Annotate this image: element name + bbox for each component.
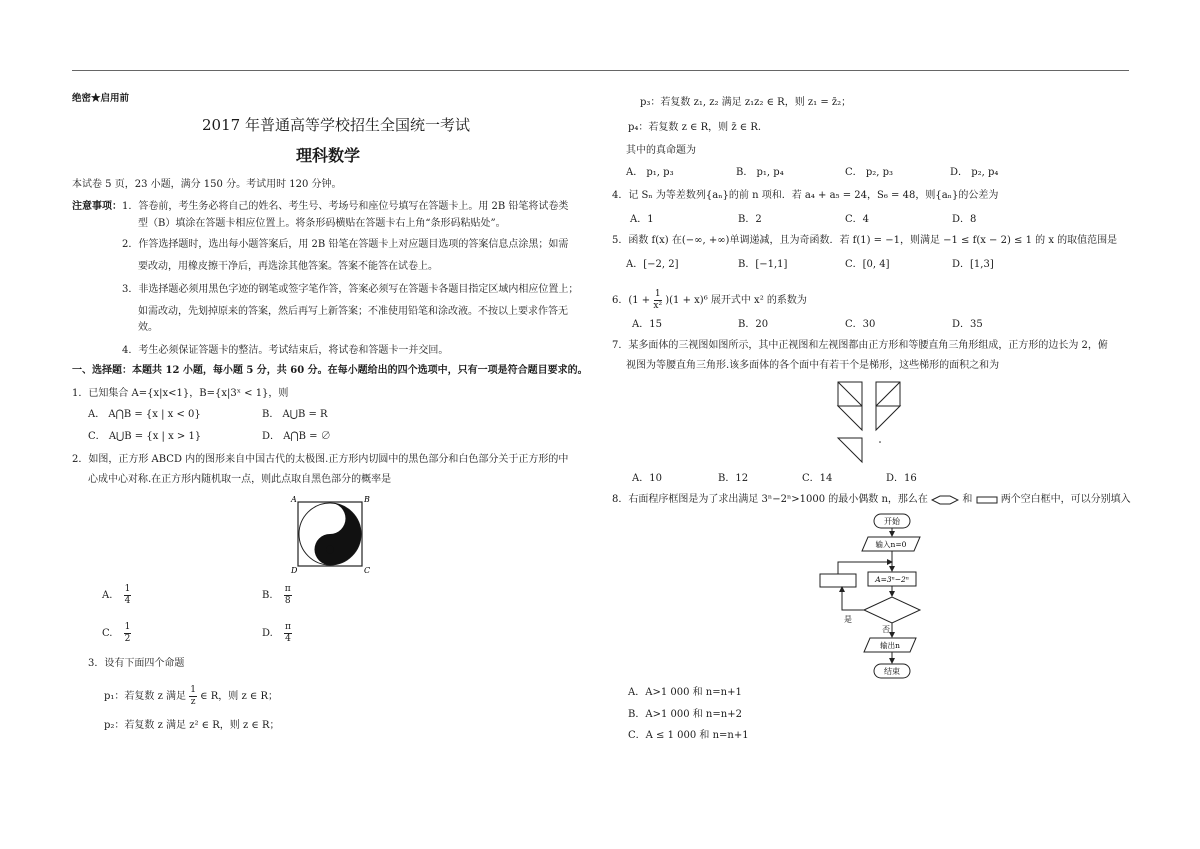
q6-stem [612,289,807,312]
q2-stem-line1: 2．如图，正方形 ABCD 内的图形来自中国古代的太极图.正方形内切圆中的黑色部分和白色部分关于正方形的中 [72,454,569,465]
flow-output-text: 输出n [880,641,900,650]
subject-title: 理科数学 [296,146,361,165]
q2-option-a [102,584,131,607]
q5-option-d: D．[1,3] [952,259,994,270]
q6-option-a: A．15 [632,319,662,330]
note-1b: 型（B）填涂在答题卡相应位置上。将条形码横贴在答题卡右上角“条形码粘贴处”。 [138,218,506,229]
note-3c: 效。 [138,322,158,333]
blank-diamond-icon [931,495,959,505]
front-view-diagonal [838,382,862,406]
taiji-label-b: B [364,495,370,504]
flow-input-text: 输入n=0 [875,540,907,549]
q6-option-c: C．30 [845,319,876,330]
q8-stem-suffix: 两个空白框中，可以分别填入 [1000,494,1131,505]
q3-option-b: B． p₁, p₄ [736,167,784,178]
blank-rect-icon [976,495,998,505]
notes-label: 注意事项： [72,201,122,212]
q3-p1-prefix: p₁：若复数 z 满足 [104,691,187,702]
q2-stem-line2: 心成中心对称.在正方形内随机取一点，则此点取自黑色部分的概率是 [88,474,392,485]
secret-label: 绝密★启用前 [72,93,130,104]
q6-stem-suffix: )(1 + x)⁶ 展开式中 x² 的系数为 [665,295,807,306]
q1-stem: 1．已知集合 A={x|x<1}，B={x|3ˣ < 1}，则 [72,388,289,399]
q3-p1-suffix: ∈ R，则 z ∈ R； [200,691,279,702]
intro-text: 本试卷 5 页，23 小题，满分 150 分。考试用时 120 分钟。 [72,179,342,190]
q2-d-numerator: π [285,622,291,632]
q4-option-c: C．4 [845,214,870,225]
q2-a-numerator: 1 [124,584,131,594]
taiji-white-dot [326,515,334,523]
q7-stem-line1: 7．某多面体的三视图如图所示，其中正视图和左视图都由正方形和等腰直角三角形组成，正方形的边长为 2，俯 [612,340,1108,351]
q3-option-a: A． p₁, p₃ [626,167,674,178]
q2-option-c-label: C. [102,628,113,639]
q6-numerator: 1 [654,289,661,299]
flow-start-text: 开始 [884,517,900,526]
top-view-dot [879,441,881,443]
q7-option-b: B．12 [718,473,749,484]
q3-p1 [104,685,278,708]
top-rule [72,70,1129,71]
q2-option-d [262,622,292,645]
q3-stem: 3．设有下面四个命题 [88,658,185,669]
q7-option-a: A．10 [632,473,662,484]
q5-option-a: A．[−2, 2] [626,259,679,270]
q2-b-numerator: π [284,584,291,594]
taiji-label-d: D [291,566,298,574]
note-2a: 2．作答选择题时，选出每小题答案后，用 2B 铅笔在答题卡上对应题目选项的答案信息点涂黑；如需 [122,239,569,250]
q4-stem: 4．记 Sₙ 为等差数列{aₙ}的前 n 项和．若 a₄ + a₅ = 24，S₆ = 48，则{aₙ}的公差为 [612,190,999,201]
q7-three-view-figure [824,378,914,466]
flow-process-blank [820,574,856,587]
q8-flowchart [812,512,932,682]
taiji-label-c: C [364,566,371,574]
note-3a: 3．非选择题必须用黑色字迹的钢笔或签字笔作答，答案必须写在答题卡各题目指定区域内相应位置上； [122,284,579,295]
q5-option-c: C．[0, 4] [845,259,890,270]
q2-option-c [102,622,131,645]
q1-option-a: A． A⋂B = {x | x < 0} [88,409,201,420]
flow-yes-arrow [842,587,864,610]
q2-a-denominator: 4 [124,596,131,606]
q8-option-c: C．A ≤ 1 000 和 n=n+1 [628,730,749,741]
q2-option-b [262,584,292,607]
flow-decision-blank [864,597,920,623]
note-3b: 如需改动，先划掉原来的答案，然后再写上新答案；不准使用铅笔和涂改液。不按以上要求作答无 [138,306,568,317]
q3-option-c: C． p₂, p₃ [845,167,894,178]
q8-option-b: B．A>1 000 和 n=n+2 [628,709,742,720]
q1-option-c: C． A⋃B = {x | x > 1} [88,431,202,442]
taiji-dark-dot [326,546,334,554]
q1-option-d: D． A⋂B = ∅ [262,431,331,442]
q6-option-b: B．20 [738,319,769,330]
q7-option-d: D．16 [886,473,917,484]
side-view-diagonal [876,382,900,406]
q2-b-denominator: 8 [284,596,291,606]
q6-stem-prefix: 6．(1 + [612,295,651,306]
flow-end-text: 结束 [884,667,900,676]
note-1a: 1．答卷前，考生务必将自己的姓名、考生号、考场号和座位号填写在答题卡上。用 2B 铅笔将试卷类 [122,201,569,212]
q4-option-d: D．8 [952,214,977,225]
q8-option-a: A．A>1 000 和 n=n+1 [628,687,742,698]
q4-option-b: B．2 [738,214,762,225]
taiji-label-a: A [291,495,297,504]
q3-ask: 其中的真命题为 [626,145,696,156]
exam-title: 2017 年普通高等学校招生全国统一考试 [202,116,470,134]
top-view-triangle [838,438,862,462]
q3-p4: p₄：若复数 z ∈ R，则 z̄ ∈ R. [628,122,762,133]
taiji-figure [288,494,378,574]
note-4: 4．考生必须保证答题卡的整洁。考试结束后，将试卷和答题卡一并交回。 [122,345,449,356]
flow-no-label: 否 [882,625,890,634]
q3-p2: p₂：若复数 z 满足 z² ∈ R，则 z ∈ R； [104,720,280,731]
note-2b: 要改动，用橡皮擦干净后，再选涂其他答案。答案不能答在试卷上。 [138,261,438,272]
side-view-triangle [876,406,900,430]
front-view-triangle [838,406,862,430]
q1-option-b: B． A⋃B = R [262,409,328,420]
q3-p3: p₃：若复数 z₁, z₂ 满足 z₁z₂ ∈ R，则 z₁ = z̄₂； [640,97,852,108]
q6-option-d: D．35 [952,319,983,330]
q2-c-numerator: 1 [124,622,131,632]
q8-stem-prefix: 8．右面程序框图是为了求出满足 3ⁿ−2ⁿ>1000 的最小偶数 n，那么在 [612,494,928,505]
q8-stem [612,493,1131,507]
q5-stem: 5．函数 f(x) 在(−∞, +∞)单调递减，且为奇函数．若 f(1) = −1，则满足 −1 ≤ f(x − 2) ≤ 1 的 x 的取值范围是 [612,235,1118,246]
q5-option-b: B．[−1,1] [738,259,788,270]
q3-option-d: D． p₂, p₄ [950,167,999,178]
q2-option-d-label: D. [262,628,273,639]
q2-option-b-label: B. [262,590,273,601]
q2-c-denominator: 2 [124,634,131,644]
q4-option-a: A．1 [630,214,654,225]
flow-yes-label: 是 [844,615,852,624]
q3-p1-denominator: z [190,697,196,707]
q6-denominator: x² [653,301,663,311]
section-1-header: 一、选择题：本题共 12 小题，每小题 5 分，共 60 分。在每小题给出的四个选项中，只有一项是符合题目要求的。 [72,365,588,376]
q2-option-a-label: A. [102,590,113,601]
q2-d-denominator: 4 [285,634,291,644]
q8-stem-mid: 和 [962,494,973,505]
q7-stem-line2: 视图为等腰直角三角形.该多面体的各个面中有若干个是梯形，这些梯形的面积之和为 [626,360,1000,371]
flow-assign-text: A=3ⁿ−2ⁿ [875,575,909,584]
q7-option-c: C．14 [802,473,833,484]
q3-p1-numerator: 1 [190,685,196,695]
